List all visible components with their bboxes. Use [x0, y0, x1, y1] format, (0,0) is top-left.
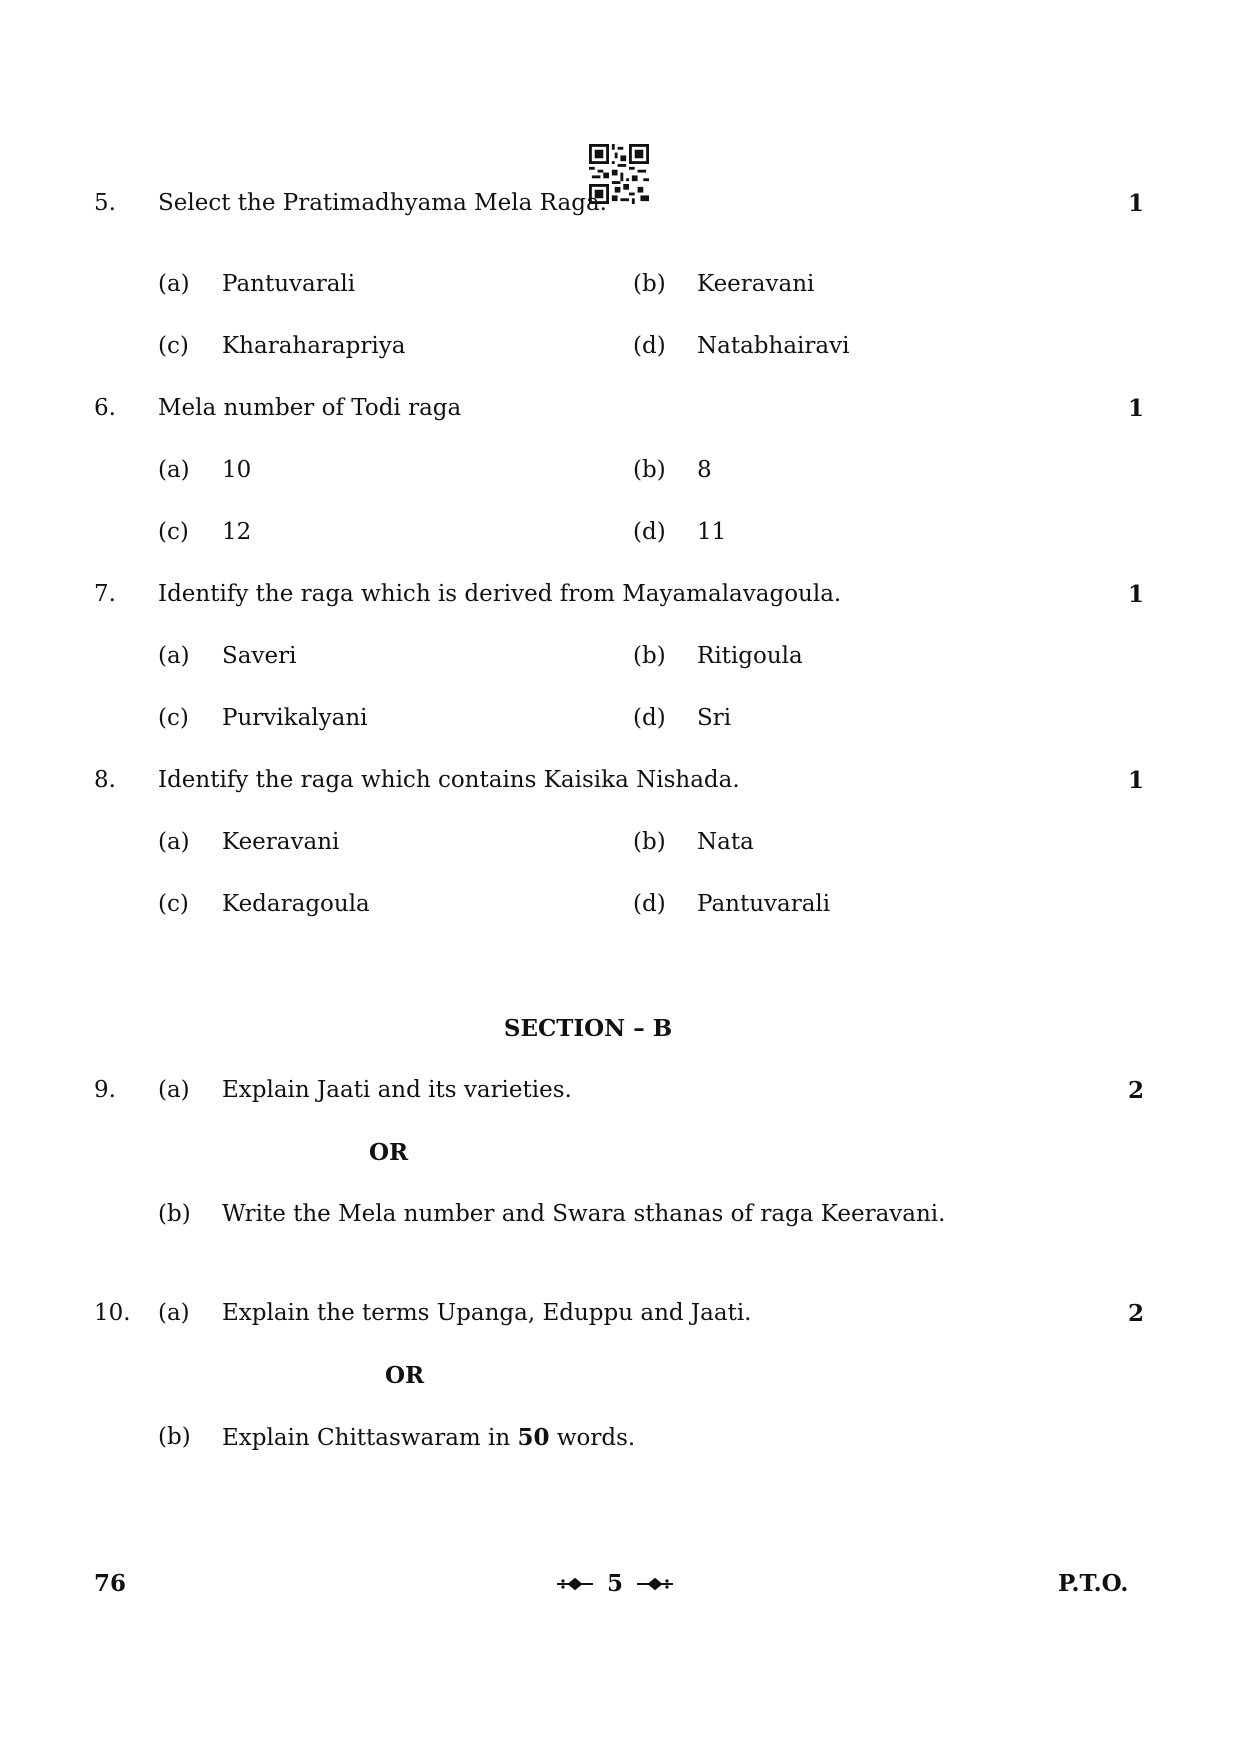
question-marks: 2	[1128, 1300, 1145, 1327]
option-label: (d)	[633, 519, 666, 545]
question-text: Mela number of Todi raga	[158, 395, 462, 421]
option-label: (d)	[633, 705, 666, 731]
option-text: Nata	[697, 829, 754, 855]
option-label: (b)	[633, 829, 666, 855]
option-text: 10	[222, 457, 252, 483]
question-number: 5.	[94, 190, 116, 216]
option-label: (c)	[158, 333, 189, 359]
option-text: 8	[697, 457, 712, 483]
option-label: (a)	[158, 1077, 190, 1103]
option-text: 12	[222, 519, 252, 545]
option-label: (b)	[633, 643, 666, 669]
option-text: Kharaharapriya	[222, 333, 406, 359]
question-text: Select the Pratimadhyama Mela Raga.	[158, 190, 607, 216]
option-text: Keeravani	[222, 829, 340, 855]
option-text: Pantuvarali	[222, 271, 356, 297]
option-text: Natabhairavi	[697, 333, 850, 359]
question-marks: 1	[1128, 190, 1145, 217]
page-number-block	[555, 1570, 675, 1597]
question-text: Identify the raga which contains Kaisika Nishada.	[158, 767, 740, 793]
option-text: 11	[697, 519, 727, 545]
option-label: (a)	[158, 271, 190, 297]
option-label: (a)	[158, 457, 190, 483]
question-number: 10.	[94, 1300, 131, 1326]
question-text-part: Explain Chittaswaram in	[222, 1425, 518, 1451]
question-text	[222, 1424, 635, 1451]
word-count: 50	[517, 1424, 550, 1451]
question-text: Explain Jaati and its varieties.	[222, 1077, 572, 1103]
option-text: Sri	[697, 705, 732, 731]
option-label: (b)	[633, 271, 666, 297]
ornament-right-icon	[635, 1577, 675, 1591]
question-number: 7.	[94, 581, 116, 607]
option-label: (c)	[158, 705, 189, 731]
option-text: Saveri	[222, 643, 297, 669]
option-text: Keeravani	[697, 271, 815, 297]
page-number: 5	[606, 1570, 624, 1597]
option-label: (c)	[158, 891, 189, 917]
question-number: 8.	[94, 767, 116, 793]
option-text: Ritigoula	[697, 643, 803, 669]
question-marks: 1	[1128, 767, 1145, 794]
option-label: (a)	[158, 643, 190, 669]
option-label: (b)	[158, 1201, 191, 1227]
question-number: 6.	[94, 395, 116, 421]
option-label: (a)	[158, 1300, 190, 1326]
question-marks: 1	[1128, 581, 1145, 608]
ornament-left-icon	[555, 1577, 595, 1591]
option-text: Purvikalyani	[222, 705, 368, 731]
option-label: (d)	[633, 333, 666, 359]
question-text: Identify the raga which is derived from Mayamalavagoula.	[158, 581, 842, 607]
option-label: (b)	[633, 457, 666, 483]
or-label: OR	[369, 1139, 409, 1166]
question-text: Explain the terms Upanga, Eduppu and Jaati.	[222, 1300, 752, 1326]
question-text: Write the Mela number and Swara sthanas of raga Keeravani.	[222, 1201, 946, 1227]
option-label: (c)	[158, 519, 189, 545]
option-text: Kedaragoula	[222, 891, 370, 917]
question-text-part: words.	[549, 1425, 636, 1451]
question-marks: 1	[1128, 395, 1145, 422]
option-label: (b)	[158, 1424, 191, 1450]
question-number: 9.	[94, 1077, 116, 1103]
question-marks: 2	[1128, 1077, 1145, 1104]
or-label: OR	[385, 1362, 425, 1389]
option-text: Pantuvarali	[697, 891, 831, 917]
paper-code: 76	[94, 1570, 127, 1597]
option-label: (a)	[158, 829, 190, 855]
option-label: (d)	[633, 891, 666, 917]
pto-label: P.T.O.	[1058, 1570, 1129, 1597]
section-heading: SECTION – B	[503, 1015, 673, 1042]
